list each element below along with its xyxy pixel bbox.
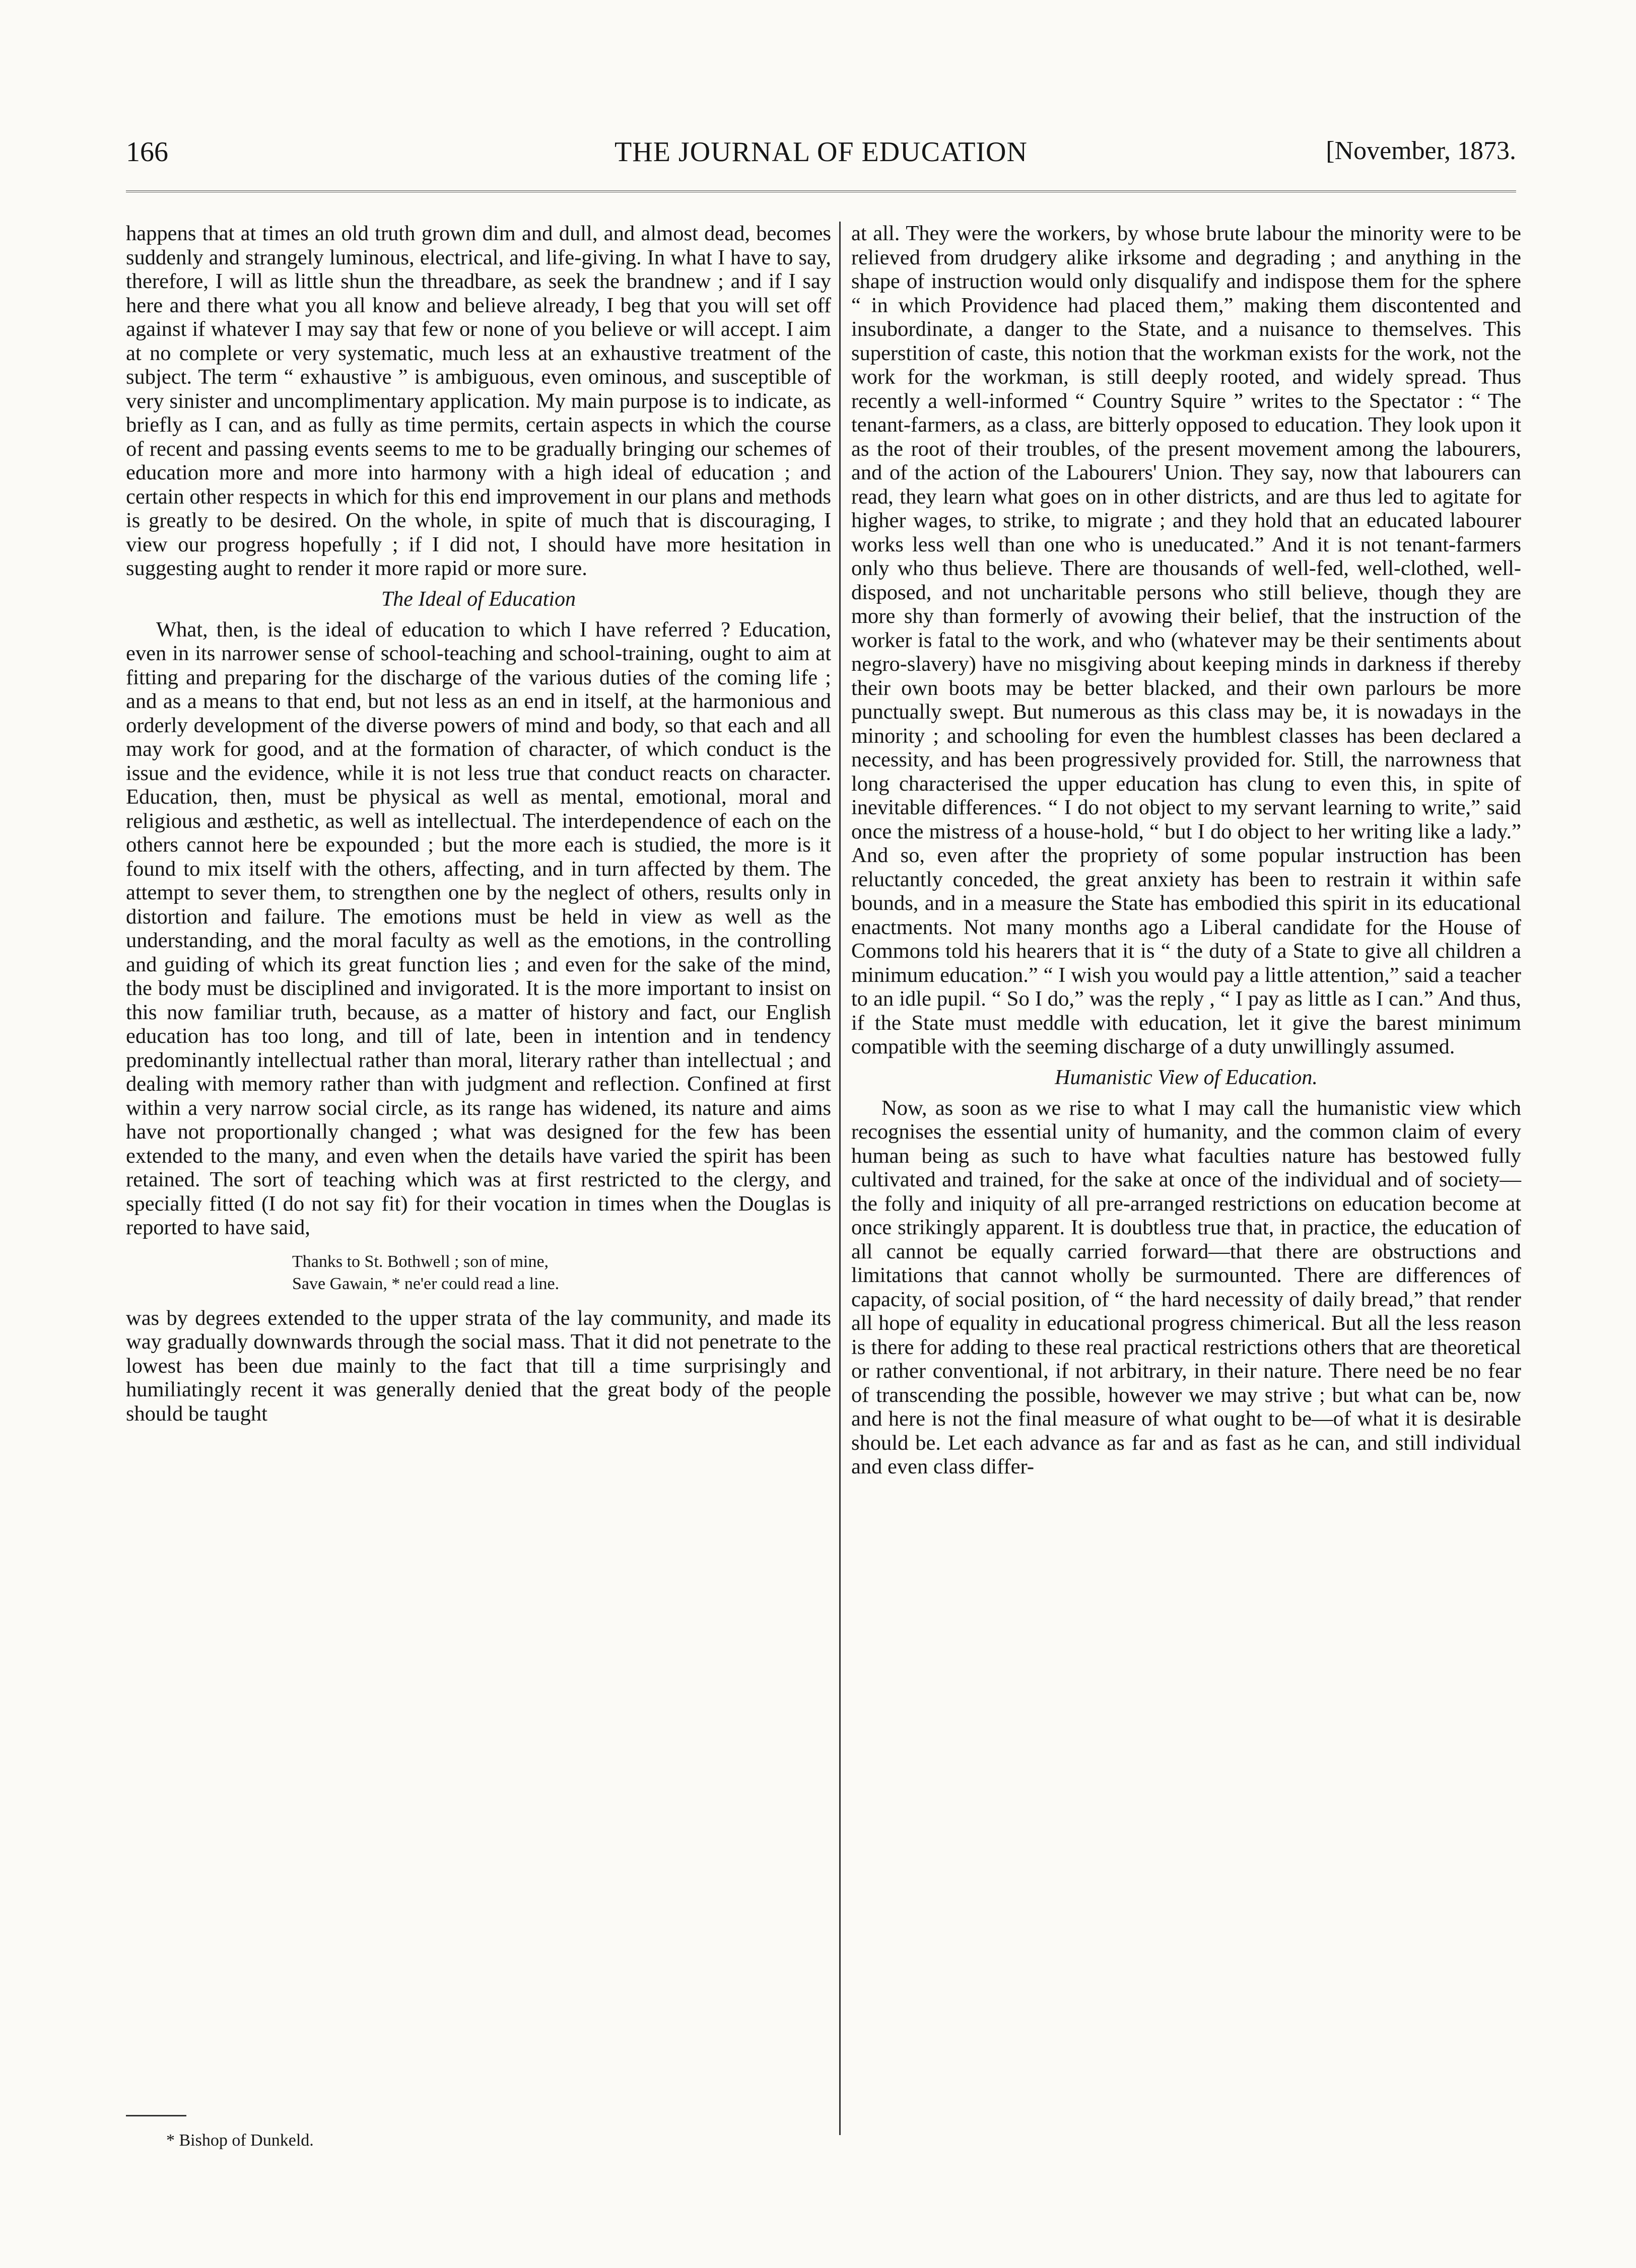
left-column bbox=[126, 222, 831, 1429]
footnote-rule bbox=[126, 2115, 186, 2116]
verse-quote bbox=[292, 1251, 831, 1295]
left-paragraph-1: happens that at times an old truth grown dim and dull, and almost dead, becomes suddenly and strangely luminous, electrical, and life-giving. In what I have to say, therefore, I will as little shun the threadbare, as seek the brandnew ; and if I say here and there what you all know and believe already, I beg that you will set off against if whatever I may say that few or none of you believe or will accept. I aim at no complete or very systematic, much less at an exhaustive treatment of the subject. The term “ exhaustive ” is ambiguous, even ominous, and susceptible of very sinister and uncomplimentary application. My main purpose is to indicate, as briefly as I can, and as fully as time permits, certain aspects in which the course of recent and passing events seems to me to be gradually bringing our schemes of education more and more into harmony with a high ideal of education ; and certain other respects in which for this end improvement in our plans and methods is greatly to be desired. On the whole, in spite of much that is discouraging, I view our progress hopefully ; if I did not, I should have more hesitation in suggesting aught to render it more rapid or more sure. bbox=[126, 222, 831, 580]
verse-line-1: Thanks to St. Bothwell ; son of mine, bbox=[292, 1252, 549, 1271]
left-paragraph-2: What, then, is the ideal of education to which I have referred ? Education, even in its narrower sense of school-teaching and school-training, ought to aim at fitting and preparing for the discharge of the various duties of the coming life ; and as a means to that end, but not less as an end in itself, at the harmonious and orderly development of the diverse powers of mind and body, so that each and all may work for good, and at the formation of character, of which conduct is the issue and the evidence, while it is not less true that conduct reacts on character. Education, then, must be physical as well as mental, emotional, moral and religious and æsthetic, as well as intellectual. The interdependence of each on the others cannot here be expounded ; but the more each is studied, the more is it found to mix itself with the others, affecting, and in turn affected by them. The attempt to sever them, to strengthen one by the neglect of others, results only in distortion and failure. The emotions must be held in view as well as the understanding, and the moral faculty as well as the emotions, in the controlling and guiding of which its great function lies ; and even for the sake of the mind, the body must be disciplined and invigorated. It is the more important to insist on this now familiar truth, because, as a matter of history and fact, our English education has too long, and till of late, been in intention and in tendency predominantly intellectual rather than moral, literary rather than intellectual ; and dealing with memory rather than with judgment and reflection. Confined at first within a very narrow social circle, as its range has widened, its nature and aims have not proportionally changed ; what was designed for the few has been extended to the many, and even when the details have varied the spirit has been retained. The sort of teaching which was at first restricted to the clergy, and specially fitted (I do not say fit) for their vocation in times when the Douglas is reported to have said, bbox=[126, 617, 831, 1239]
section-heading-ideal: The Ideal of Education bbox=[381, 587, 576, 611]
issue-date: [November, 1873. bbox=[1326, 136, 1516, 165]
section-heading-humanistic: Humanistic View of Education. bbox=[1055, 1066, 1318, 1089]
header-rule bbox=[126, 190, 1516, 192]
right-paragraph-2: Now, as soon as we rise to what I may call the humanistic view which recognises the essential unity of humanity, and the common claim of every human being as such to have what faculties nature has bestowed fully cultivated and trained, for the sake at once of the individual and of society—the folly and iniquity of all pre-arranged restrictions on education become at once strikingly apparent. It is doubtless true that, in practice, the education of all cannot be equally carried forward—that there are obstructions and limitations that cannot wholly be surmounted. There are differences of capacity, of social position, of “ the hard necessity of daily bread,” that render all hope of equality in educational progress chimerical. But all the less reason is there for adding to these real practical restrictions others that are theoretical or rather conventional, if not arbitrary, in their nature. There need be no fear of transcending the possible, however we may strive ; but what can be, now and here is not the final measure of what ought to be—of what it is desirable should be. Let each advance as far and as fast as he can, and still individual and even class differ- bbox=[851, 1096, 1521, 1478]
page-number: 166 bbox=[126, 136, 168, 168]
right-column bbox=[851, 222, 1521, 1482]
column-divider bbox=[839, 222, 841, 2135]
running-header bbox=[126, 136, 1516, 171]
right-paragraph-1: at all. They were the workers, by whose brute labour the minority were to be relieved from drudgery alike irksome and degrading ; and anything in the shape of instruction would only disqualify and indispose them for the sphere “ in which Providence had placed them,” making them discontented and insubordinate, a danger to the State, and a nuisance to themselves. This superstition of caste, this notion that the workman exists for the work, not the work for the workman, is still deeply rooted, and widely spread. Thus recently a well-informed “ Country Squire ” writes to the Spectator : “ The tenant-farmers, as a class, are bitterly opposed to education. They look upon it as the root of their troubles, of the present movement among the labourers, and of the action of the Labourers' Union. They say, now that labourers can read, they learn what goes on in other districts, and are thus led to agitate for higher wages, to strike, to migrate ; and they hold that an educated labourer works less well than one who is uneducated.” And it is not tenant-farmers only who thus believe. There are thousands of well-fed, well-clothed, well-disposed, and not uncharitable persons who still believe, though they are more shy than formerly of avowing their belief, that the instruction of the worker is fatal to the work, and who (whatever may be their sentiments about negro-slavery) have no misgiving about keeping minds in darkness if thereby their own boots may be better blacked, and their own parlours be more punctually swept. But numerous as this class may be, it is nowadays in the minority ; and schooling for even the humblest classes has been declared a necessity, and has been progressively provided for. Still, the narrowness that long characterised the upper education has clung to even this, in spite of inevitable differences. “ I do not object to my servant learning to write,” said once the mistress of a house-hold, “ but I do object to her writing like a lady.” And so, even after the propriety of some popular instruction has been reluctantly conceded, the great anxiety has been to restrain it within safe bounds, and in a measure the State has embodied this spirit in its educational enactments. Not many months ago a Liberal candidate for the House of Commons told his hearers that it is “ the duty of a State to give all children a minimum education.” “ I wish you would pay a little attention,” said a teacher to an idle pupil. “ So I do,” was the reply , “ I pay as little as I can.” And thus, if the State must meddle with education, let it give the barest minimum compatible with the seeming discharge of a duty unwillingly assumed. bbox=[851, 222, 1521, 1058]
footnote: * Bishop of Dunkeld. bbox=[166, 2131, 314, 2150]
journal-title: THE JOURNAL OF EDUCATION bbox=[615, 136, 1028, 168]
left-paragraph-3: was by degrees extended to the upper strata of the lay community, and made its way gradually downwards through the social mass. That it did not penetrate to the lowest has been due mainly to the fact that till a time surprisingly and humiliatingly recent it was generally denied that the great body of the people should be taught bbox=[126, 1306, 831, 1426]
verse-line-2: Save Gawain, * ne'er could read a line. bbox=[292, 1274, 560, 1293]
